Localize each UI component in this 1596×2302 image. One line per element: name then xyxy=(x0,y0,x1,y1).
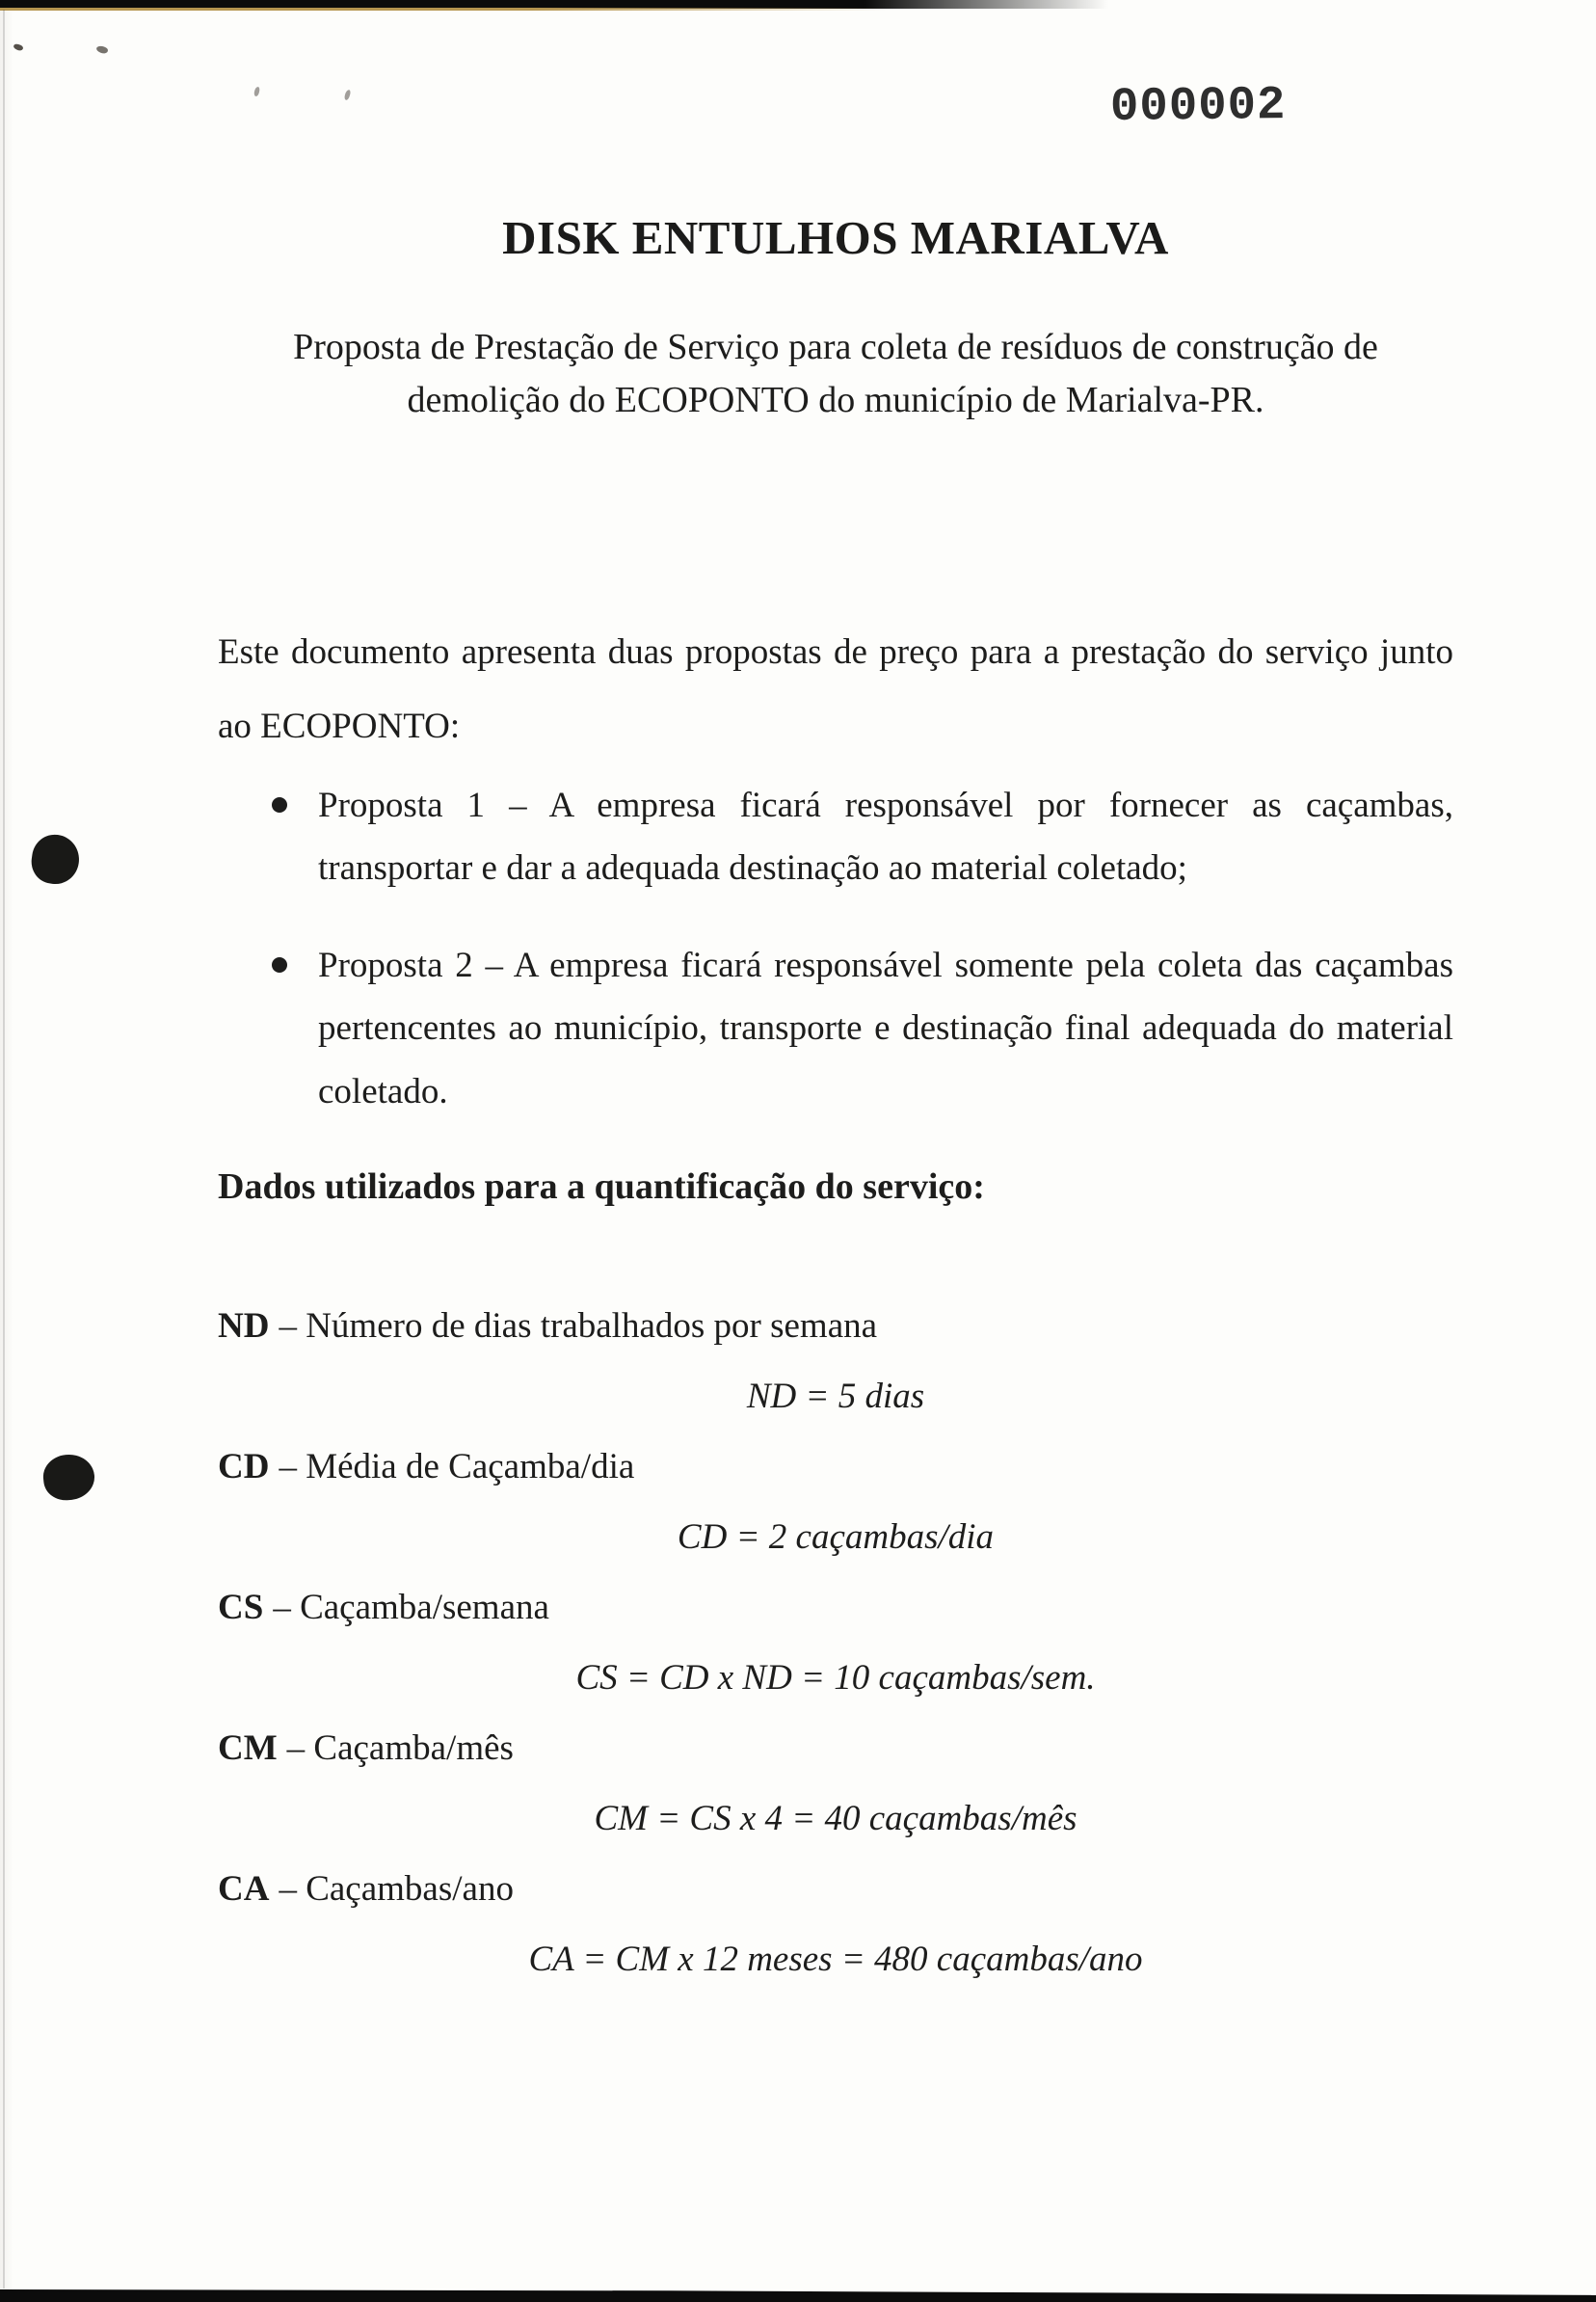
proposal-list xyxy=(218,774,1453,1123)
scan-left-edge-line xyxy=(3,10,5,2289)
abbr-cd: CD xyxy=(218,1446,270,1486)
scan-speck xyxy=(95,44,109,55)
bullet-icon xyxy=(272,797,287,813)
hole-punch-mark xyxy=(41,1452,97,1502)
definition-label-cd xyxy=(218,1432,1453,1502)
document-subtitle: Proposta de Prestação de Serviço para coleta de resíduos de construção de demolição do ECOPONTO do município de Marialva-PR. xyxy=(293,327,1378,421)
definition-text: – Caçamba/mês xyxy=(286,1727,514,1768)
formula-cs: CS = CD x ND = 10 caçambas/sem. xyxy=(575,1657,1096,1698)
scan-bottom-edge xyxy=(0,2289,1596,2302)
page-number-stamp: 000002 xyxy=(1109,78,1287,134)
abbr-cs: CS xyxy=(218,1587,264,1627)
formula-cm: CM = CS x 4 = 40 caçambas/mês xyxy=(594,1798,1077,1838)
definition-label-ca xyxy=(218,1854,1453,1924)
scan-speck xyxy=(13,42,24,52)
abbr-cm: CM xyxy=(218,1727,278,1768)
abbr-ca: CA xyxy=(218,1868,270,1909)
document-content xyxy=(218,0,1453,1994)
bullet-icon xyxy=(272,957,287,973)
hole-punch-mark xyxy=(29,832,83,887)
list-item-proposal-1 xyxy=(314,774,1453,899)
definition-text: – Caçamba/semana xyxy=(273,1587,549,1627)
definitions-section xyxy=(218,1291,1453,1994)
proposal-2-text: Proposta 2 – A empresa ficará responsável somente pela coleta das caçambas pertencentes ao município, transporte e destinação final adequada do material coletado. xyxy=(318,946,1453,1111)
definition-label-nd xyxy=(218,1291,1453,1361)
definition-text: – Média de Caçamba/dia xyxy=(279,1446,635,1486)
section-heading: Dados utilizados para a quantificação do serviço: xyxy=(218,1165,985,1207)
formula-nd: ND = 5 dias xyxy=(746,1376,925,1416)
definition-label-cm xyxy=(218,1713,1453,1783)
abbr-nd: ND xyxy=(218,1305,270,1346)
list-item-proposal-2 xyxy=(314,934,1453,1122)
definition-text: – Caçambas/ano xyxy=(279,1868,514,1909)
intro-paragraph: Este documento apresenta duas propostas de preço para a prestação do serviço junto ao ECOPONTO: xyxy=(218,632,1453,747)
document-title: DISK ENTULHOS MARIALVA xyxy=(502,211,1169,264)
formula-ca: CA = CM x 12 meses = 480 caçambas/ano xyxy=(528,1939,1143,1979)
definition-label-cs xyxy=(218,1572,1453,1643)
formula-cd: CD = 2 caçambas/dia xyxy=(677,1516,995,1557)
definition-text: – Número de dias trabalhados por semana xyxy=(279,1305,878,1346)
proposal-1-text: Proposta 1 – A empresa ficará responsável por fornecer as caçambas, transportar e dar a adequada destinação ao material coletado; xyxy=(318,786,1453,889)
